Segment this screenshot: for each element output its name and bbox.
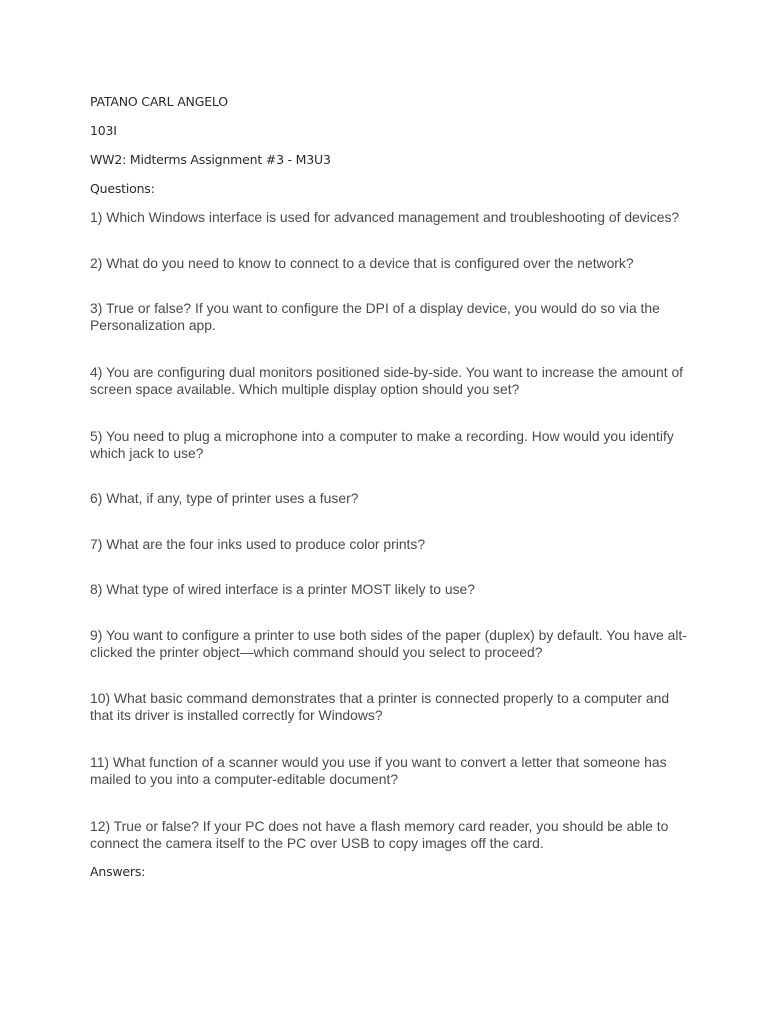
question-item: 1) Which Windows interface is used for advanced management and troubleshooting of devices? <box>90 209 680 225</box>
answers-label: Answers: <box>90 864 146 879</box>
section-code: 103I <box>90 123 117 138</box>
question-item: 12) True or false? If your PC does not have a flash memory card reader, you should be able to connect the camera itself to the PC over USB to copy images off the card. <box>90 818 669 851</box>
questions-label: Questions: <box>90 181 155 196</box>
student-name: PATANO CARL ANGELO <box>90 94 228 109</box>
question-item: 10) What basic command demonstrates that a printer is connected properly to a computer and that its driver is installed correctly for Windows? <box>90 690 670 723</box>
question-item: 5) You need to plug a microphone into a computer to make a recording. How would you identify which jack to use? <box>90 428 674 461</box>
assignment-title: WW2: Midterms Assignment #3 - M3U3 <box>90 152 331 167</box>
question-item: 3) True or false? If you want to configure the DPI of a display device, you would do so via the Personalization app. <box>90 300 660 333</box>
question-item: 6) What, if any, type of printer uses a fuser? <box>90 490 359 506</box>
question-item: 4) You are configuring dual monitors positioned side-by-side. You want to increase the amount of screen space available. Which multiple display option should you set? <box>90 364 684 397</box>
question-item: 2) What do you need to know to connect to a device that is configured over the network? <box>90 255 634 271</box>
question-item: 11) What function of a scanner would you use if you want to convert a letter that someone has mailed to you into a computer-editable document? <box>90 754 667 787</box>
question-item: 8) What type of wired interface is a printer MOST likely to use? <box>90 581 475 597</box>
question-item: 9) You want to configure a printer to use both sides of the paper (duplex) by default. You have alt-clicked the printer object—which command should you select to proceed? <box>90 627 687 660</box>
question-item: 7) What are the four inks used to produce color prints? <box>90 536 426 552</box>
